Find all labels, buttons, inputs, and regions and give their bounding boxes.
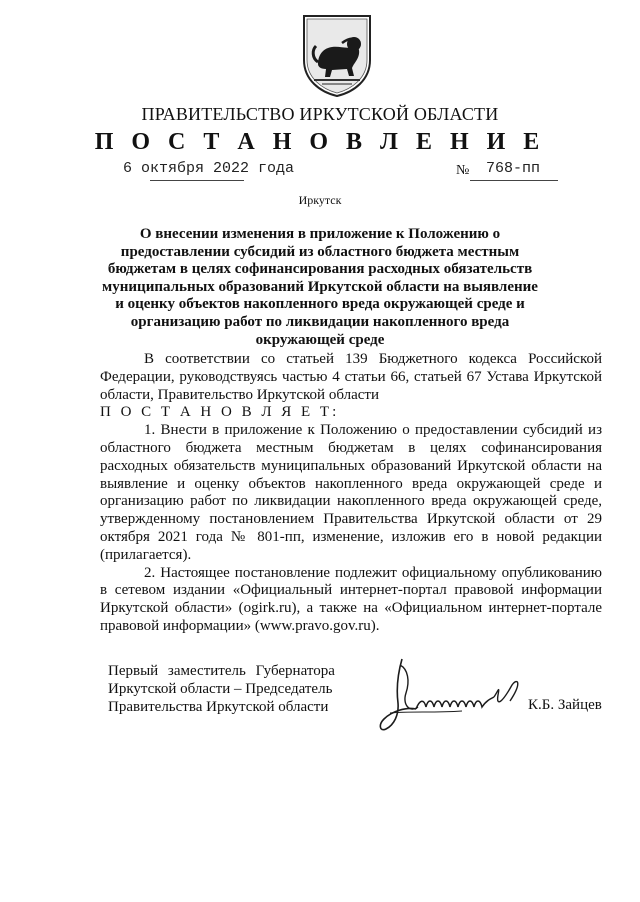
government-name: ПРАВИТЕЛЬСТВО ИРКУТСКОЙ ОБЛАСТИ <box>141 104 499 124</box>
handwritten-signature <box>372 655 527 737</box>
document-number: 768-пп <box>486 160 541 177</box>
document-date: 6 октября 2022 года <box>123 160 295 177</box>
position-line-1: Первый заместитель Губернатора <box>108 663 335 679</box>
city-name: Иркутск <box>298 193 342 207</box>
signer-name: К.Б. Зайцев <box>528 697 602 713</box>
signer-position <box>108 663 335 716</box>
item-2-paragraph: 2. Настоящее постановление подлежит официальному опубликованию в сетевом издании «Официальный интернет-портал правовой информации Иркутской области» (ogirk.ru), а также на «Официальном интернет-портале правовой информации» (www.pravo.gov.ru). <box>100 564 602 634</box>
decree-word: П О С Т А Н О В Л Я Е Т: <box>100 404 340 421</box>
coat-of-arms-icon <box>302 14 372 98</box>
number-underline <box>470 180 558 181</box>
document-heading: О внесении изменения в приложение к Положению о предоставлении субсидий из областного бюджета местным бюджетам в целях софинансирования расходных обязательств муниципальных образований Иркутской области на выявление и оценку объектов накопленного вреда окружающей среде и организацию работ по ликвидации накопленного вреда окружающей среде <box>102 226 538 348</box>
position-line-2: Иркутской области – Председатель <box>108 680 333 697</box>
preamble-paragraph: В соответствии со статьей 139 Бюджетного кодекса Российской Федерации, руководствуясь частью 4 статьи 66, статьей 67 Устава Иркутской области, Правительство Иркутской области <box>100 351 602 403</box>
date-underline <box>150 180 244 181</box>
document-body <box>100 351 602 636</box>
item-1-paragraph: 1. Внести в приложение к Положению о предоставлении субсидий из областного бюджета местным бюджетам в целях софинансирования расходных обязательств муниципальных образований Иркутской области на выявление и оценку объектов накопленного вреда окружающей среде и организацию работ по ликвидации накопленного вреда окружающей среде, утвержденному постановлением Правительства Иркутской области от 29 октября 2021 года № 801-пп, изменение, изложив его в новой редакции (прилагается). <box>100 422 602 563</box>
number-sign: № <box>456 163 470 178</box>
document-type-title: П О С Т А Н О В Л Е Н И Е <box>94 129 546 155</box>
position-line-3: Правительства Иркутской области <box>108 698 329 715</box>
